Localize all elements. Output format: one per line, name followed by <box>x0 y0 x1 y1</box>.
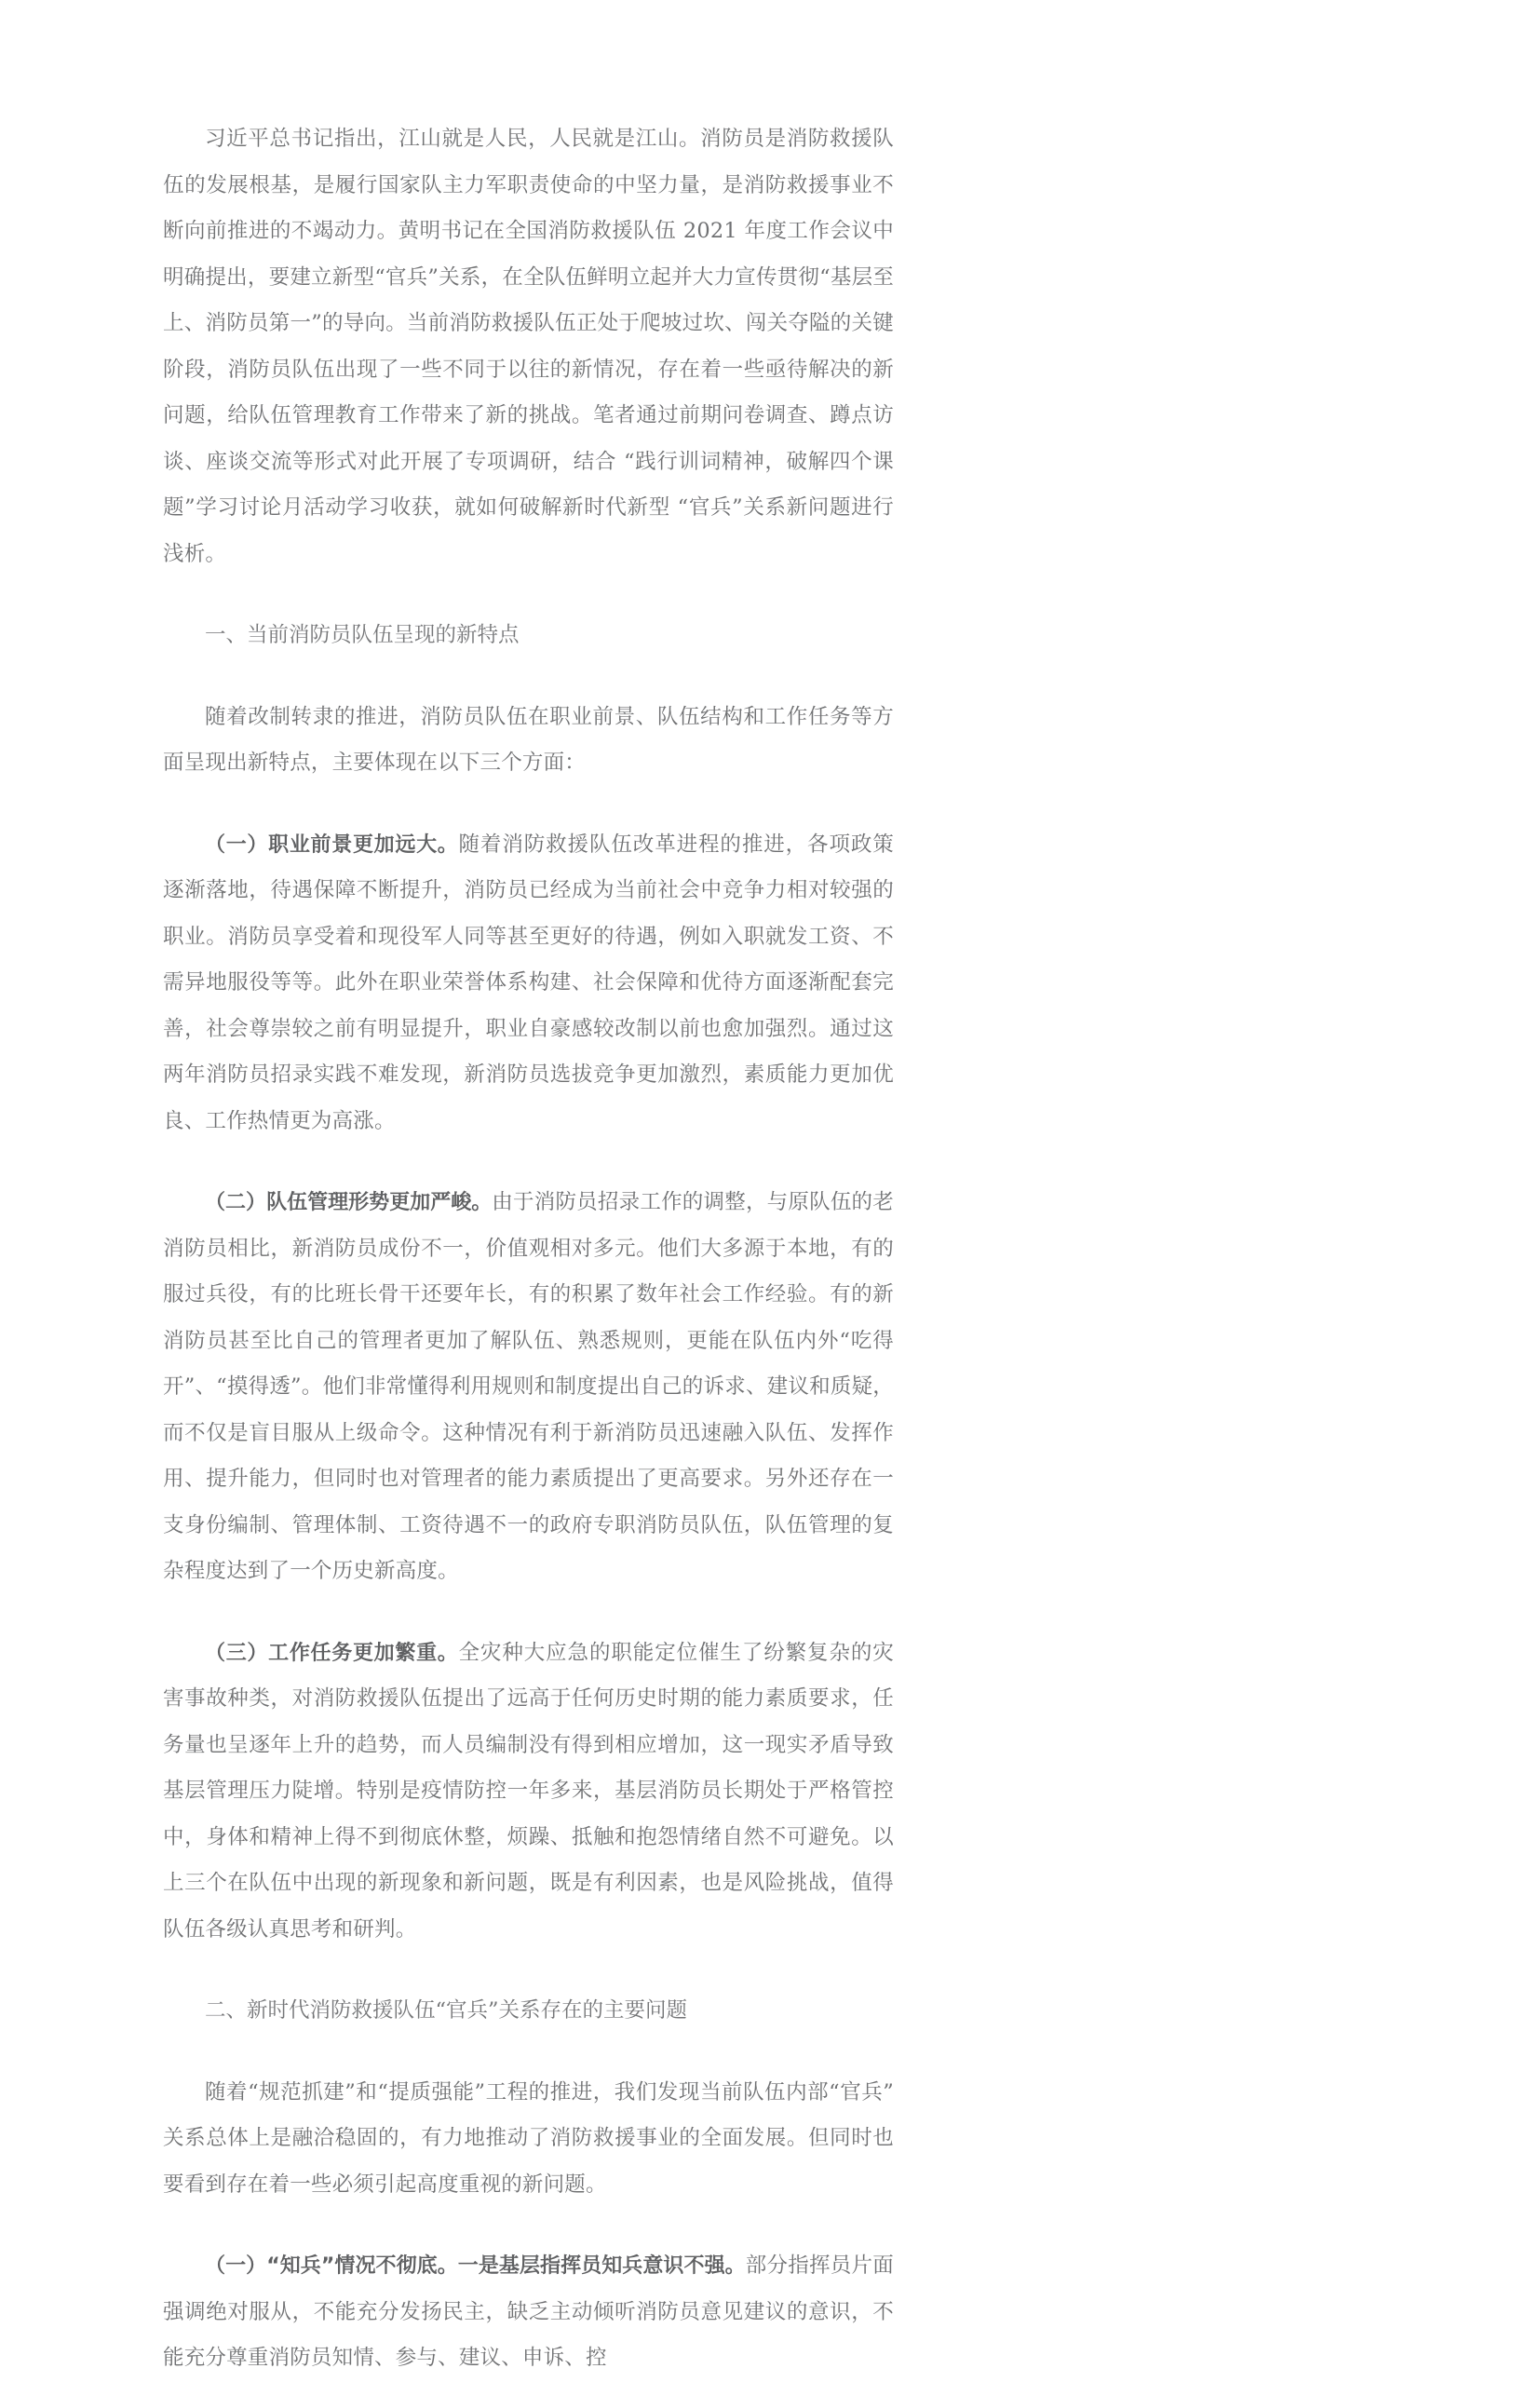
subsection-2-1-paragraph-lead: （一）“知兵”情况不彻底。一是基层指挥员知兵意识不强。 <box>205 2254 746 2278</box>
subsection-1-1-paragraph-text: 随着消防救援队伍改革进程的推进，各项政策逐渐落地，待遇保障不断提升，消防员已经成为当前社会中竞争力相对较强的职业。消防员享受着和现役军人同等甚至更好的待遇，例如入职就发工资、不需异地服役等等。此外在职业荣誉体系构建、社会保障和优待方面逐渐配套完善，社会尊崇较之前有明显提升，职业自豪感较改制以前也愈加强烈。通过这两年消防员招录实践不难发现，新消防员选拔竞争更加激烈，素质能力更加优良、工作热情更为高涨。 <box>163 832 894 1133</box>
subsection-1-3-paragraph-lead: （三）工作任务更加繁重。 <box>205 1641 459 1665</box>
section-2-intro-paragraph: 随着“规范抓建”和“提质强能”工程的推进，我们发现当前队伍内部“官兵”关系总体上是融洽稳固的，有力地推动了消防救援事业的全面发展。但同时也要看到存在着一些必须引起高度重视的新问题。 <box>163 2079 894 2197</box>
document-body <box>163 116 894 2382</box>
subsection-2-1-paragraph <box>163 2243 894 2382</box>
section-1-intro-paragraph: 随着改制转隶的推进，消防员队伍在职业前景、队伍结构和工作任务等方面呈现出新特点，主要体现在以下三个方面： <box>163 704 894 775</box>
section-heading-1: 一、当前消防员队伍呈现的新特点 <box>205 623 520 647</box>
subsection-1-3-paragraph <box>163 1631 894 1954</box>
subsection-1-1-paragraph-lead: （一）职业前景更加远大。 <box>205 832 459 857</box>
section-heading-2: 二、新时代消防救援队伍“官兵”关系存在的主要问题 <box>205 1998 688 2023</box>
intro-paragraph: 习近平总书记指出，江山就是人民，人民就是江山。消防员是消防救援队伍的发展根基，是履行国家队主力军职责使命的中坚力量，是消防救援事业不断向前推进的不竭动力。黄明书记在全国消防救援队伍 2021 年度工作会议中明确提出，要建立新型“官兵”关系，在全队伍鲜明立起并大力宣传贯彻“基层至上、消防员第一”的导向。当前消防救援队伍正处于爬坡过坎、闯关夺隘的关键阶段，消防员队伍出现了一些不同于以往的新情况，存在着一些亟待解决的新问题，给队伍管理教育工作带来了新的挑战。笔者通过前期问卷调查、蹲点访谈、座谈交流等形式对此开展了专项调研，结合 “践行训词精神，破解四个课题”学习讨论月活动学习收获，就如何破解新时代新型 “官兵”关系新问题进行浅析。 <box>163 127 894 566</box>
subsection-2-1-paragraph-text: 部分指挥员片面强调绝对服从，不能充分发扬民主，缺乏主动倾听消防员意见建议的意识，不能充分尊重消防员知情、参与、建议、申诉、控 <box>163 2253 894 2370</box>
subsection-1-2-paragraph-text: 由于消防员招录工作的调整，与原队伍的老消防员相比，新消防员成份不一，价值观相对多元。他们大多源于本地，有的服过兵役，有的比班长骨干还要年长，有的积累了数年社会工作经验。有的新消防员甚至比自己的管理者更加了解队伍、熟悉规则，更能在队伍内外“吃得开”、“摸得透”。他们非常懂得利用规则和制度提出自己的诉求、建议和质疑，而不仅是盲目服从上级命令。这种情况有利于新消防员迅速融入队伍、发挥作用、提升能力，但同时也对管理者的能力素质提出了更高要求。另外还存在一支身份编制、管理体制、工资待遇不一的政府专职消防员队伍，队伍管理的复杂程度达到了一个历史新高度。 <box>163 1190 894 1583</box>
subsection-1-3-paragraph-text: 全灾种大应急的职能定位催生了纷繁复杂的灾害事故种类，对消防救援队伍提出了远高于任何历史时期的能力素质要求，任务量也呈逐年上升的趋势，而人员编制没有得到相应增加，这一现实矛盾导致基层管理压力陡增。特别是疫情防控一年多来，基层消防员长期处于严格管控中，身体和精神上得不到彻底休整，烦躁、抵触和抱怨情绪自然不可避免。以上三个在队伍中出现的新现象和新问题，既是有利因素，也是风险挑战，值得队伍各级认真思考和研判。 <box>163 1640 894 1942</box>
subsection-1-1-paragraph <box>163 822 894 1145</box>
subsection-1-2-paragraph <box>163 1180 894 1595</box>
subsection-1-2-paragraph-lead: （二）队伍管理形势更加严峻。 <box>205 1191 493 1214</box>
